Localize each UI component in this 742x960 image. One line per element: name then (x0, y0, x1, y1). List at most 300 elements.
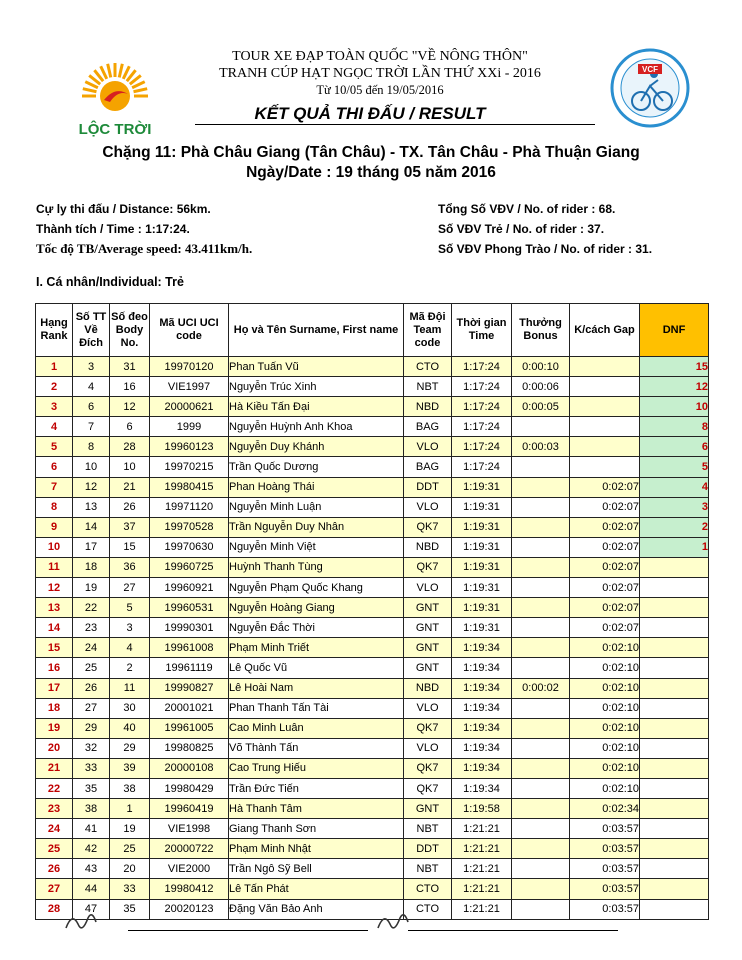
cell-bonus (512, 598, 570, 618)
cell-finish-order: 38 (73, 799, 110, 819)
table-row (36, 678, 709, 698)
cell-time: 1:19:31 (452, 477, 512, 497)
cell-finish-order: 47 (73, 899, 110, 919)
cell-time: 1:19:34 (452, 698, 512, 718)
cell-team-code: DDT (404, 839, 452, 859)
cell-gap (570, 457, 640, 477)
cell-uci-code: 20020123 (150, 899, 229, 919)
cell-rider-name: Nguyễn Trúc Xinh (229, 377, 404, 397)
cell-rider-name: Trần Đức Tiến (229, 778, 404, 798)
loc-troi-logo (60, 60, 170, 140)
cell-finish-order: 12 (73, 477, 110, 497)
table-row (36, 417, 709, 437)
cell-time: 1:19:34 (452, 658, 512, 678)
average-speed: Tốc độ TB/Average speed: 43.411km/h. (36, 241, 253, 256)
cell-body-no: 30 (110, 698, 150, 718)
results-table (35, 303, 709, 920)
cell-body-no: 35 (110, 899, 150, 919)
stage-name: Chặng 11: Phà Châu Giang (Tân Châu) - TX. Tân Châu - Phà Thuận Giang (102, 144, 640, 161)
cell-rank: 15 (36, 638, 73, 658)
cell-time: 1:21:21 (452, 819, 512, 839)
cell-rider-name: Phạm Minh Nhật (229, 839, 404, 859)
cell-bonus (512, 778, 570, 798)
cell-time: 1:19:34 (452, 778, 512, 798)
cell-uci-code: 19960531 (150, 598, 229, 618)
cell-gap: 0:02:07 (570, 557, 640, 577)
cell-finish-order: 8 (73, 437, 110, 457)
cell-uci-code: 19980415 (150, 477, 229, 497)
cell-team-code: GNT (404, 638, 452, 658)
cell-uci-code: 19960725 (150, 557, 229, 577)
cell-uci-code: 20000108 (150, 758, 229, 778)
cell-rider-name: Phạm Minh Triết (229, 638, 404, 658)
cell-body-no: 39 (110, 758, 150, 778)
cell-uci-code: 19961119 (150, 658, 229, 678)
cell-finish-order: 22 (73, 598, 110, 618)
cell-gap: 0:03:57 (570, 819, 640, 839)
cell-finish-order: 25 (73, 658, 110, 678)
cell-rider-name: Nguyễn Huỳnh Anh Khoa (229, 417, 404, 437)
cell-finish-order: 17 (73, 537, 110, 557)
cell-body-no: 3 (110, 618, 150, 638)
cell-time: 1:17:24 (452, 357, 512, 377)
cell-team-code: VLO (404, 698, 452, 718)
logo-text: LỘC TRỜI (78, 121, 152, 138)
signature-line-right (408, 930, 618, 931)
table-row (36, 497, 709, 517)
cell-bonus (512, 738, 570, 758)
cell-time: 1:19:34 (452, 758, 512, 778)
cell-dnf-points (640, 698, 709, 718)
table-row (36, 437, 709, 457)
table-row (36, 377, 709, 397)
col-gap: K/cách Gap (570, 304, 640, 357)
cell-rank: 18 (36, 698, 73, 718)
col-uci-code: Mã UCI UCI code (150, 304, 229, 357)
cell-rank: 27 (36, 879, 73, 899)
cell-body-no: 1 (110, 799, 150, 819)
cell-rank: 21 (36, 758, 73, 778)
cell-rank: 1 (36, 357, 73, 377)
table-row (36, 638, 709, 658)
cell-dnf-points (640, 678, 709, 698)
table-row (36, 738, 709, 758)
col-name: Họ và Tên Surname, First name (229, 304, 404, 357)
cell-team-code: QK7 (404, 517, 452, 537)
cell-body-no: 11 (110, 678, 150, 698)
cell-gap (570, 377, 640, 397)
cell-team-code: CTO (404, 899, 452, 919)
cell-rider-name: Huỳnh Thanh Tùng (229, 557, 404, 577)
cell-body-no: 20 (110, 859, 150, 879)
rider-counts (438, 199, 652, 259)
cell-dnf-points (640, 738, 709, 758)
table-row (36, 839, 709, 859)
cell-bonus (512, 879, 570, 899)
cell-team-code: NBD (404, 397, 452, 417)
table-row (36, 819, 709, 839)
cell-rank: 13 (36, 598, 73, 618)
cell-bonus (512, 638, 570, 658)
cell-bonus (512, 859, 570, 879)
cell-rank: 25 (36, 839, 73, 859)
cell-rank: 2 (36, 377, 73, 397)
cell-uci-code: 19961008 (150, 638, 229, 658)
cell-finish-order: 13 (73, 497, 110, 517)
cell-rank: 19 (36, 718, 73, 738)
cell-rider-name: Nguyễn Hoàng Giang (229, 598, 404, 618)
cell-bonus (512, 477, 570, 497)
cell-gap: 0:03:57 (570, 839, 640, 859)
cell-time: 1:17:24 (452, 417, 512, 437)
col-time: Thời gian Time (452, 304, 512, 357)
table-row (36, 578, 709, 598)
cell-team-code: QK7 (404, 778, 452, 798)
cell-rider-name: Lê Quốc Vũ (229, 658, 404, 678)
cell-team-code: VLO (404, 578, 452, 598)
vcf-logo (608, 46, 692, 130)
cell-bonus (512, 517, 570, 537)
col-team-code: Mã Đội Team code (404, 304, 452, 357)
cell-time: 1:19:34 (452, 738, 512, 758)
cell-rider-name: Lê Tấn Phát (229, 879, 404, 899)
cell-team-code: NBT (404, 859, 452, 879)
cell-uci-code: 19990827 (150, 678, 229, 698)
table-row (36, 698, 709, 718)
cell-rider-name: Cao Trung Hiếu (229, 758, 404, 778)
cell-body-no: 36 (110, 557, 150, 577)
cell-body-no: 37 (110, 517, 150, 537)
cell-rider-name: Phan Thanh Tấn Tài (229, 698, 404, 718)
cell-bonus: 0:00:10 (512, 357, 570, 377)
cell-team-code: VLO (404, 738, 452, 758)
sun-ray (108, 64, 111, 78)
cell-body-no: 12 (110, 397, 150, 417)
cell-rider-name: Nguyễn Duy Khánh (229, 437, 404, 457)
cell-gap: 0:02:10 (570, 778, 640, 798)
cell-uci-code: 20001021 (150, 698, 229, 718)
cell-time: 1:21:21 (452, 859, 512, 879)
cell-rank: 6 (36, 457, 73, 477)
table-row (36, 799, 709, 819)
cell-rank: 16 (36, 658, 73, 678)
cell-finish-order: 35 (73, 778, 110, 798)
cell-gap: 0:03:57 (570, 879, 640, 899)
cell-dnf-points: 6 (640, 437, 709, 457)
cell-dnf-points: 12 (640, 377, 709, 397)
sun-ray (119, 64, 122, 78)
cell-uci-code: 19990301 (150, 618, 229, 638)
cell-gap (570, 417, 640, 437)
cell-bonus: 0:00:03 (512, 437, 570, 457)
cell-body-no: 27 (110, 578, 150, 598)
cell-time: 1:19:31 (452, 578, 512, 598)
cell-team-code: CTO (404, 879, 452, 899)
cell-rider-name: Phan Tuấn Vũ (229, 357, 404, 377)
cell-finish-order: 24 (73, 638, 110, 658)
cell-body-no: 26 (110, 497, 150, 517)
cell-team-code: NBT (404, 819, 452, 839)
cell-time: 1:17:24 (452, 377, 512, 397)
cell-dnf-points (640, 578, 709, 598)
section-title: I. Cá nhân/Individual: Trẻ (36, 275, 184, 289)
cell-rank: 22 (36, 778, 73, 798)
cell-dnf-points (640, 799, 709, 819)
cell-rank: 11 (36, 557, 73, 577)
cell-finish-order: 33 (73, 758, 110, 778)
table-row (36, 397, 709, 417)
cell-finish-order: 19 (73, 578, 110, 598)
signature-mark-right (372, 908, 412, 938)
cell-body-no: 33 (110, 879, 150, 899)
cell-dnf-points (640, 819, 709, 839)
cell-body-no: 19 (110, 819, 150, 839)
cell-rider-name: Trần Nguyễn Duy Nhân (229, 517, 404, 537)
cell-finish-order: 18 (73, 557, 110, 577)
table-row (36, 758, 709, 778)
cell-team-code: NBD (404, 537, 452, 557)
cell-uci-code: 19960123 (150, 437, 229, 457)
cell-bonus (512, 457, 570, 477)
cell-time: 1:19:34 (452, 638, 512, 658)
cell-uci-code: 19970528 (150, 517, 229, 537)
cell-finish-order: 3 (73, 357, 110, 377)
cell-body-no: 10 (110, 457, 150, 477)
cell-time: 1:21:21 (452, 879, 512, 899)
cell-team-code: DDT (404, 477, 452, 497)
cell-dnf-points: 3 (640, 497, 709, 517)
cell-uci-code: 19970215 (150, 457, 229, 477)
sun-ray (83, 89, 97, 92)
cell-time: 1:17:24 (452, 457, 512, 477)
cell-rider-name: Phan Hoàng Thái (229, 477, 404, 497)
signature-footer (0, 908, 742, 948)
cell-uci-code: 19980429 (150, 778, 229, 798)
cell-bonus (512, 819, 570, 839)
event-subtitle: TRANH CÚP HẠT NGỌC TRỜI LẦN THỨ XXi - 2016 (219, 66, 541, 81)
table-row (36, 477, 709, 497)
cell-time: 1:19:31 (452, 537, 512, 557)
cell-rider-name: Đặng Văn Bảo Anh (229, 899, 404, 919)
cell-dnf-points (640, 638, 709, 658)
cell-dnf-points: 15 (640, 357, 709, 377)
table-row (36, 357, 709, 377)
cell-team-code: GNT (404, 799, 452, 819)
cell-body-no: 4 (110, 638, 150, 658)
cell-finish-order: 29 (73, 718, 110, 738)
cell-bonus: 0:00:05 (512, 397, 570, 417)
cell-bonus (512, 799, 570, 819)
table-row (36, 658, 709, 678)
cell-rank: 17 (36, 678, 73, 698)
cell-body-no: 5 (110, 598, 150, 618)
cell-rider-name: Lê Hoài Nam (229, 678, 404, 698)
cell-gap: 0:02:07 (570, 618, 640, 638)
cell-gap (570, 437, 640, 457)
cell-rider-name: Nguyễn Minh Việt (229, 537, 404, 557)
event-dates: Từ 10/05 đến 19/05/2016 (316, 83, 444, 97)
title-underline (195, 124, 595, 125)
cell-gap: 0:02:07 (570, 517, 640, 537)
cell-dnf-points: 5 (640, 457, 709, 477)
cell-gap: 0:02:07 (570, 537, 640, 557)
cell-team-code: QK7 (404, 718, 452, 738)
cell-gap: 0:02:07 (570, 477, 640, 497)
cell-team-code: QK7 (404, 758, 452, 778)
cell-finish-order: 23 (73, 618, 110, 638)
cell-time: 1:19:34 (452, 678, 512, 698)
cell-dnf-points: 10 (640, 397, 709, 417)
cell-bonus (512, 537, 570, 557)
cell-gap: 0:03:57 (570, 859, 640, 879)
cell-bonus (512, 497, 570, 517)
cell-bonus (512, 758, 570, 778)
cell-gap: 0:02:10 (570, 698, 640, 718)
cell-time: 1:19:31 (452, 557, 512, 577)
cell-team-code: VLO (404, 437, 452, 457)
result-title: KẾT QUẢ THI ĐẤU / RESULT (254, 104, 486, 123)
cell-team-code: NBD (404, 678, 452, 698)
cell-finish-order: 42 (73, 839, 110, 859)
cell-finish-order: 10 (73, 457, 110, 477)
cell-rank: 9 (36, 517, 73, 537)
cell-rank: 28 (36, 899, 73, 919)
cell-bonus (512, 839, 570, 859)
cell-finish-order: 4 (73, 377, 110, 397)
cell-dnf-points: 8 (640, 417, 709, 437)
cell-time: 1:21:21 (452, 899, 512, 919)
cell-uci-code: 19960419 (150, 799, 229, 819)
cell-finish-order: 32 (73, 738, 110, 758)
cell-dnf-points (640, 658, 709, 678)
distance: Cự ly thi đấu / Distance: 56km. (36, 202, 211, 216)
cell-team-code: CTO (404, 357, 452, 377)
cell-gap: 0:02:10 (570, 758, 640, 778)
cell-gap: 0:02:10 (570, 718, 640, 738)
cell-gap: 0:02:10 (570, 678, 640, 698)
cell-bonus (512, 718, 570, 738)
cell-rank: 10 (36, 537, 73, 557)
cell-body-no: 21 (110, 477, 150, 497)
cell-bonus (512, 417, 570, 437)
cell-finish-order: 6 (73, 397, 110, 417)
cell-dnf-points (640, 718, 709, 738)
stage-date: Ngày/Date : 19 tháng 05 năm 2016 (246, 164, 496, 181)
cell-finish-order: 41 (73, 819, 110, 839)
cell-time: 1:19:31 (452, 497, 512, 517)
riders-amateur: Số VĐV Phong Trào / No. of rider : 31. (438, 242, 653, 256)
signature-line-left (128, 930, 368, 931)
cell-dnf-points (640, 839, 709, 859)
riders-total: Tổng Số VĐV / No. of rider : 68. (438, 202, 616, 216)
cell-gap: 0:02:07 (570, 497, 640, 517)
cell-gap: 0:02:34 (570, 799, 640, 819)
cell-body-no: 16 (110, 377, 150, 397)
cell-team-code: GNT (404, 658, 452, 678)
table-row (36, 879, 709, 899)
cell-dnf-points: 4 (640, 477, 709, 497)
cell-gap: 0:02:07 (570, 578, 640, 598)
table-row (36, 859, 709, 879)
cell-rider-name: Hà Thanh Tâm (229, 799, 404, 819)
cell-rank: 7 (36, 477, 73, 497)
cell-time: 1:19:31 (452, 618, 512, 638)
table-header (36, 304, 709, 357)
cell-uci-code: 19980412 (150, 879, 229, 899)
stage-heading (0, 143, 742, 183)
cell-team-code: BAG (404, 457, 452, 477)
table-row (36, 618, 709, 638)
cell-rider-name: Nguyễn Đắc Thời (229, 618, 404, 638)
cell-time: 1:17:24 (452, 397, 512, 417)
cell-finish-order: 7 (73, 417, 110, 437)
table-row (36, 517, 709, 537)
cell-uci-code: 19980825 (150, 738, 229, 758)
cell-body-no: 25 (110, 839, 150, 859)
col-rank: Hạng Rank (36, 304, 73, 357)
cell-team-code: GNT (404, 598, 452, 618)
cell-bonus: 0:00:02 (512, 678, 570, 698)
cell-team-code: GNT (404, 618, 452, 638)
cell-rank: 12 (36, 578, 73, 598)
event-header (170, 48, 590, 98)
sun-ray (134, 89, 148, 92)
cell-rank: 8 (36, 497, 73, 517)
cell-uci-code: VIE2000 (150, 859, 229, 879)
cell-rider-name: Giang Thanh Sơn (229, 819, 404, 839)
cell-rank: 5 (36, 437, 73, 457)
table-row (36, 598, 709, 618)
cell-gap: 0:02:10 (570, 658, 640, 678)
col-dnf: DNF (640, 304, 709, 357)
cell-time: 1:17:24 (452, 437, 512, 457)
cell-dnf-points (640, 557, 709, 577)
cell-rider-name: Cao Minh Luân (229, 718, 404, 738)
cell-rider-name: Hà Kiều Tấn Đại (229, 397, 404, 417)
cell-bonus: 0:00:06 (512, 377, 570, 397)
cell-rank: 20 (36, 738, 73, 758)
cell-rider-name: Trần Quốc Dương (229, 457, 404, 477)
cell-body-no: 38 (110, 778, 150, 798)
cell-rank: 3 (36, 397, 73, 417)
cell-team-code: NBT (404, 377, 452, 397)
cell-uci-code: 19970120 (150, 357, 229, 377)
riders-young: Số VĐV Trẻ / No. of rider : 37. (438, 222, 605, 236)
table-row (36, 557, 709, 577)
cell-gap (570, 357, 640, 377)
vcf-logo-text: VCF (642, 65, 658, 74)
cell-rider-name: Nguyễn Minh Luận (229, 497, 404, 517)
cell-uci-code: 1999 (150, 417, 229, 437)
col-bonus: Thưởng Bonus (512, 304, 570, 357)
cell-body-no: 29 (110, 738, 150, 758)
cell-gap: 0:02:10 (570, 738, 640, 758)
cell-bonus (512, 578, 570, 598)
event-title: TOUR XE ĐẠP TOÀN QUỐC "VỀ NÔNG THÔN" (232, 49, 528, 64)
cell-uci-code: 19960921 (150, 578, 229, 598)
cell-time: 1:19:31 (452, 517, 512, 537)
cell-rider-name: Võ Thành Tấn (229, 738, 404, 758)
race-info (36, 199, 252, 259)
cell-rank: 24 (36, 819, 73, 839)
cell-bonus (512, 618, 570, 638)
cell-body-no: 28 (110, 437, 150, 457)
cell-uci-code: 20000621 (150, 397, 229, 417)
cell-uci-code: 20000722 (150, 839, 229, 859)
cell-rank: 4 (36, 417, 73, 437)
cell-uci-code: 19970630 (150, 537, 229, 557)
cell-body-no: 40 (110, 718, 150, 738)
